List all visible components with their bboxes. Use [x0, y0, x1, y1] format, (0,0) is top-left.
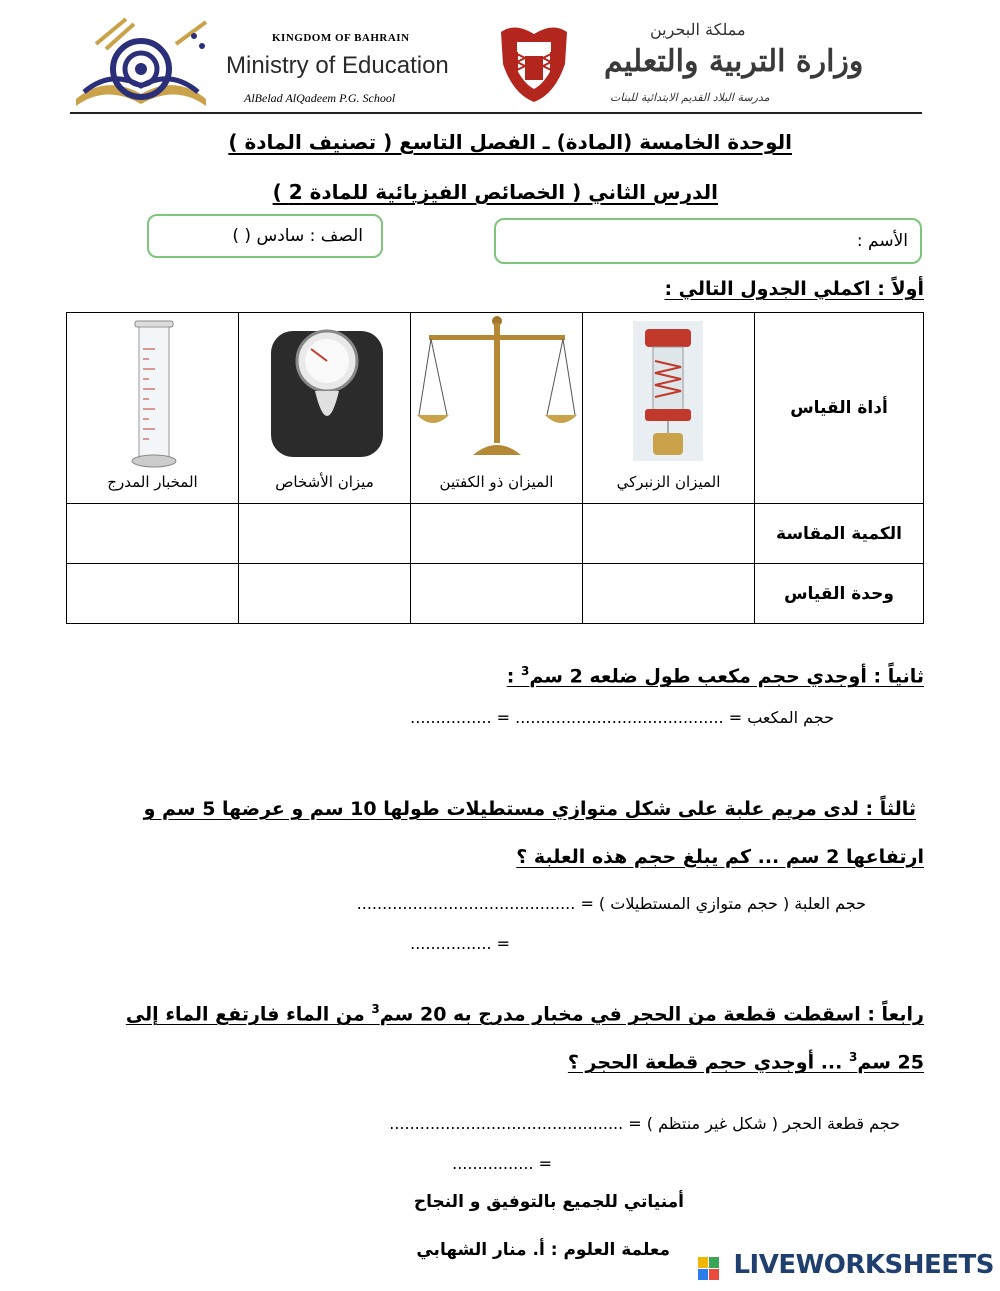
section1-heading: أولاً : اكملي الجدول التالي : [664, 278, 924, 300]
school-ar: مدرسة البلاد القديم الابتدائية للبنات [610, 91, 770, 104]
row-label: أداة القياس [755, 313, 924, 504]
section4-text-a: رابعاً : اسقطت قطعة من الحجر في مخبار مدرج به 20 سم [379, 1003, 924, 1026]
table-row [67, 564, 924, 624]
table-row [67, 504, 924, 564]
answer-cell[interactable] [67, 504, 239, 564]
grade-label: الصف : سادس ( ) [232, 226, 363, 246]
tool-label: الميزان ذو الكفتين [439, 473, 554, 491]
answer-cell[interactable] [411, 504, 583, 564]
closing-wishes: أمنياتي للجميع بالتوفيق و النجاح [413, 1192, 684, 1212]
answer-cell[interactable] [583, 504, 755, 564]
answer-cell[interactable] [239, 564, 411, 624]
spring-scale-icon [623, 321, 713, 471]
name-label: الأسم : [856, 231, 908, 251]
answer-cell[interactable] [67, 564, 239, 624]
table-cell [583, 313, 755, 504]
section4-line2 [568, 1050, 924, 1073]
volume-superscript: 3 [371, 1002, 380, 1016]
kingdom-en: KINGDOM OF BAHRAIN [272, 32, 410, 44]
measurement-table [66, 312, 924, 624]
answer-cell[interactable] [239, 504, 411, 564]
table-row [67, 313, 924, 504]
section4-answer2[interactable]: = ................ [452, 1154, 552, 1173]
tool-label: المخبار المدرج [107, 473, 198, 491]
liveworksheets-brand: LIVEWORKSHEETS [733, 1250, 994, 1280]
answer-cell[interactable] [411, 564, 583, 624]
table-cell [67, 313, 239, 504]
grade-box[interactable] [147, 214, 383, 258]
header-divider [70, 112, 922, 114]
row-label: الكمية المقاسة [755, 504, 924, 564]
section3-line2: ارتفاعها 2 سم ... كم يبلغ حجم هذه العلبة ؟ [516, 846, 924, 868]
teacher-name: معلمة العلوم : أ. منار الشهابي [416, 1240, 670, 1260]
section2-answer[interactable]: حجم المكعب = ......................................... = ................ [410, 708, 834, 727]
section3-answer1[interactable]: حجم العلبة ( حجم متوازي المستطيلات ) = ........................................... [356, 894, 866, 913]
section4-answer1[interactable]: حجم قطعة الحجر ( شكل غير منتظم ) = .............................................. [389, 1114, 900, 1133]
school-en: AlBelad AlQadeem P.G. School [244, 91, 396, 105]
tool-label: الميزان الزنبركي [616, 473, 721, 491]
answer-cell[interactable] [583, 564, 755, 624]
row-label: وحدة القياس [755, 564, 924, 624]
section3-answer2[interactable]: = ................ [410, 934, 510, 953]
graduated-cylinder-icon [129, 319, 179, 469]
section2-heading [507, 664, 924, 687]
kingdom-ar: مملكة البحرين [650, 20, 746, 39]
section2-tail: : [506, 665, 521, 688]
ministry-ar: وزارة التربية والتعليم [604, 44, 864, 79]
ministry-en: Ministry of Education [226, 52, 449, 79]
lesson-title: الدرس الثاني ( الخصائص الفيزيائية للمادة 2 ) [272, 180, 718, 204]
bathroom-scale-icon [267, 321, 387, 461]
section3-line1: ثالثاً : لدى مريم علبة على شكل متوازي مستطيلات طولها 10 سم و عرضها 5 سم و [143, 798, 916, 820]
volume-superscript: 3 [848, 1050, 858, 1064]
section4-line1 [126, 1002, 924, 1025]
balance-scale-icon [417, 315, 577, 465]
table-cell [239, 313, 411, 504]
bahrain-emblem-icon [495, 24, 573, 104]
liveworksheets-logo-icon [698, 1257, 720, 1281]
name-box[interactable] [494, 218, 922, 264]
cube-superscript: 3 [521, 664, 530, 678]
table-cell [411, 313, 583, 504]
unit-title: الوحدة الخامسة (المادة) ـ الفصل التاسع ( تصنيف المادة ) [228, 130, 792, 154]
section2-text: ثانياً : أوجدي حجم مكعب طول ضلعه 2 سم [529, 665, 924, 688]
tool-label: ميزان الأشخاص [275, 473, 374, 491]
section4-text-d: ... أوجدي حجم قطعة الحجر ؟ [567, 1051, 849, 1074]
section4-text-b: من الماء فارتفع الماء إلى [125, 1003, 372, 1026]
ministry-logo [66, 14, 216, 114]
section4-text-c: 25 سم [857, 1051, 924, 1074]
